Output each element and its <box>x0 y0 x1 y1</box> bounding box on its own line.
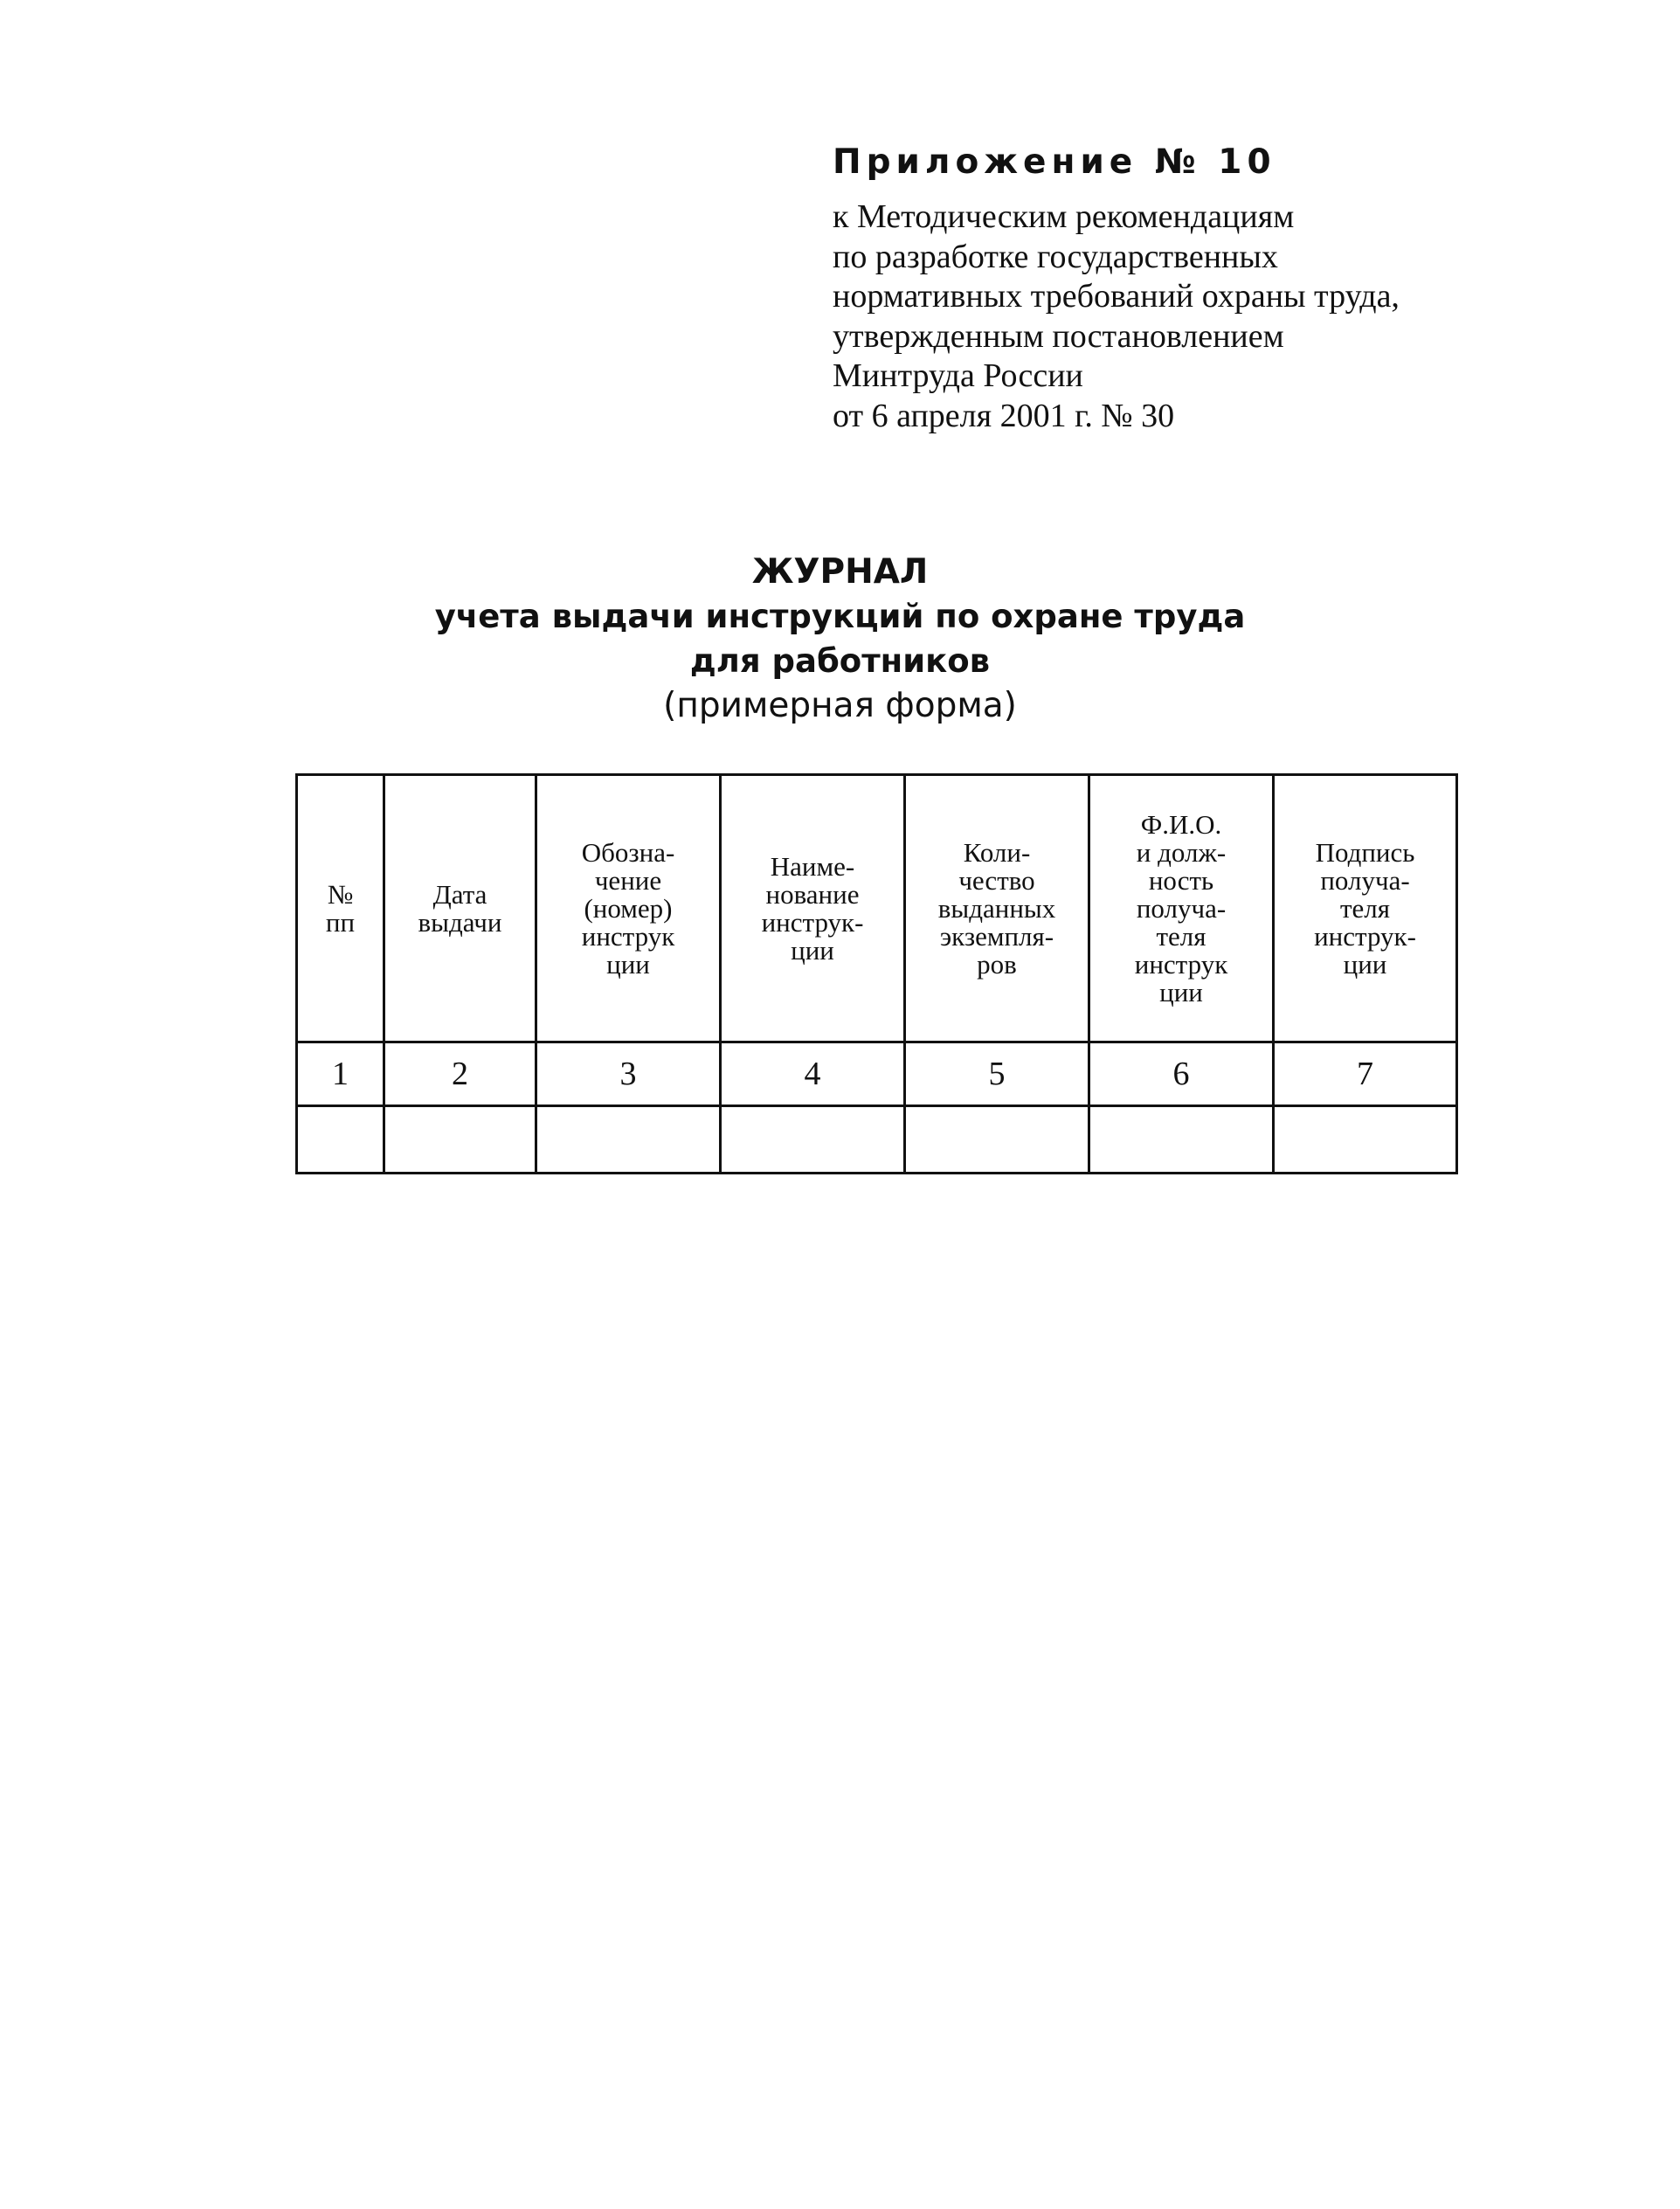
empty-cell <box>297 1106 384 1174</box>
empty-cell <box>1274 1106 1457 1174</box>
journal-table <box>295 773 1458 1174</box>
empty-cell <box>1089 1106 1274 1174</box>
column-number-cell: 5 <box>905 1042 1089 1106</box>
column-number-row <box>297 1042 1457 1106</box>
journal-title: ЖУРНАЛ <box>751 552 929 592</box>
column-number-cell: 2 <box>384 1042 536 1106</box>
appendix-line: нормативных требований охраны труда, <box>833 278 1400 315</box>
appendix-line: по разработке государственных <box>833 238 1278 275</box>
table-row <box>297 1106 1457 1174</box>
appendix-line: утвержденным постановлением <box>833 317 1284 355</box>
header-cell-instruction-name: Наиме- нование инструк- ции <box>721 775 905 1042</box>
table-header-row <box>297 775 1457 1042</box>
appendix-line: от 6 апреля 2001 г. № 30 <box>833 397 1175 434</box>
journal-subtitle-line-1: учета выдачи инструкций по охране труда <box>434 598 1246 635</box>
header-cell-number: № пп <box>297 775 384 1042</box>
column-number-cell: 4 <box>721 1042 905 1106</box>
header-cell-copies: Коли- чество выданных экземпля- ров <box>905 775 1089 1042</box>
column-number-cell: 3 <box>536 1042 721 1106</box>
journal-heading <box>0 551 1680 729</box>
header-cell-recipient: Ф.И.О. и долж- ность получа- теля инструк ции <box>1089 775 1274 1042</box>
appendix-line: к Методическим рекомендациям <box>833 198 1295 235</box>
empty-cell <box>384 1106 536 1174</box>
journal-subtitle-line-2: для работников <box>689 642 991 680</box>
appendix-title: Приложение № 10 <box>833 142 1276 182</box>
column-number-cell: 7 <box>1274 1042 1457 1106</box>
empty-cell <box>536 1106 721 1174</box>
column-number-cell: 6 <box>1089 1042 1274 1106</box>
column-number-cell: 1 <box>297 1042 384 1106</box>
journal-form-note: (примерная форма) <box>663 686 1017 725</box>
header-cell-signature: Подпись получа- теля инструк- ции <box>1274 775 1457 1042</box>
header-cell-designation: Обозна- чение (номер) инструк ции <box>536 775 721 1042</box>
empty-cell <box>905 1106 1089 1174</box>
appendix-block <box>833 140 1531 436</box>
appendix-line: Минтруда России <box>833 357 1083 394</box>
empty-cell <box>721 1106 905 1174</box>
header-cell-date: Дата выдачи <box>384 775 536 1042</box>
appendix-reference <box>833 197 1531 436</box>
